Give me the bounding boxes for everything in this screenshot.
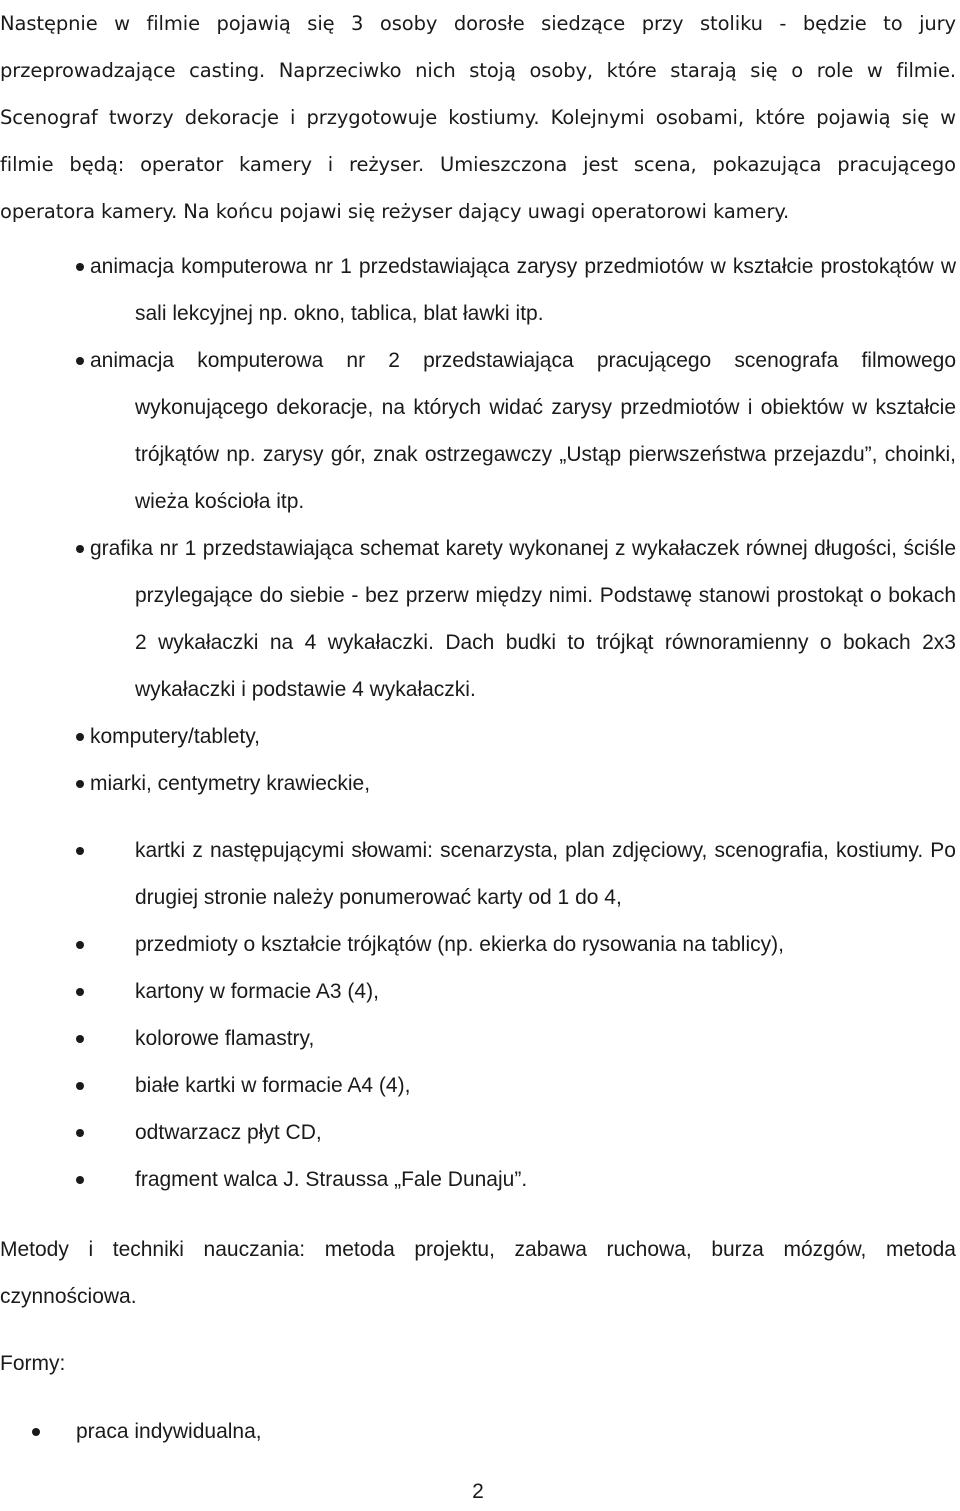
bullet-icon — [76, 1129, 84, 1137]
bullet-icon — [76, 1082, 84, 1090]
list-item-text: kartki z następującymi słowami: scenarzysta, plan zdjęciowy, scenografia, kostiumy. Po drugiej stronie należy ponumerować karty od 1 do 4, — [135, 839, 956, 909]
bullet-icon — [76, 988, 84, 996]
bullet-icon — [32, 1428, 40, 1436]
list-item — [0, 1408, 956, 1455]
bullet-icon — [76, 941, 84, 949]
forms-list — [0, 1408, 956, 1455]
bullet-icon — [76, 545, 84, 553]
list-item-text: fragment walca J. Straussa „Fale Dunaju”. — [135, 1168, 528, 1191]
list-item — [0, 1156, 956, 1203]
list-item-text: animacja komputerowa nr 1 przedstawiająca zarysy przedmiotów w kształcie prostokątów w sali lekcyjnej np. okno, tablica, blat ławki itp. — [90, 255, 956, 325]
forms-heading: Formy: — [0, 1352, 66, 1375]
list-item — [0, 525, 956, 713]
list-item — [0, 713, 956, 760]
list-item-text: przedmioty o kształcie trójkątów (np. ekierka do rysowania na tablicy), — [135, 933, 784, 956]
list-item — [0, 968, 956, 1015]
materials-list-secondary — [0, 827, 956, 1203]
bullet-icon — [76, 780, 84, 788]
list-item — [0, 1109, 956, 1156]
methods-paragraph: Metody i techniki nauczania: metoda projektu, zabawa ruchowa, burza mózgów, metoda czynnościowa. — [0, 1238, 956, 1308]
list-item-text: praca indywidualna, — [76, 1420, 262, 1443]
list-item-text: kartony w formacie A3 (4), — [135, 980, 379, 1003]
list-item — [0, 337, 956, 525]
materials-list-primary — [0, 243, 956, 807]
list-item-text: animacja komputerowa nr 2 przedstawiająca pracującego scenografa filmowego wykonującego dekoracje, na których widać zarysy przedmiotów i obiektów w kształcie trójkątów np. zarysy gór, znak ostrzegawczy „Ustąp pierwszeństwa przejazdu”, choinki, wieża kościoła itp. — [90, 349, 956, 513]
list-item-text: grafika nr 1 przedstawiająca schemat karety wykonanej z wykałaczek równej długości, ściśle przylegające do siebie - bez przerw między nimi. Podstawę stanowi prostokąt o bokach 2 wykałaczki na 4 wykałaczki. Dach budki to trójkąt równoramienny o bokach 2x3 wykałaczki i podstawie 4 wykałaczki. — [90, 537, 956, 701]
list-item-text: miarki, centymetry krawieckie, — [90, 772, 371, 795]
list-item-text: komputery/tablety, — [90, 725, 261, 748]
bullet-icon — [76, 847, 84, 855]
list-item — [0, 1015, 956, 1062]
bullet-icon — [76, 1176, 84, 1184]
list-item — [0, 243, 956, 337]
list-item-text: odtwarzacz płyt CD, — [135, 1121, 322, 1144]
page-number: 2 — [472, 1480, 484, 1503]
list-item — [0, 827, 956, 921]
list-item — [0, 921, 956, 968]
list-item-text: białe kartki w formacie A4 (4), — [135, 1074, 411, 1097]
list-item — [0, 760, 956, 807]
list-item — [0, 1062, 956, 1109]
intro-paragraph: Następnie w filmie pojawią się 3 osoby dorosłe siedzące przy stoliku - będzie to jury przeprowadzające casting. Naprzeciwko nich stoją osoby, które starają się o role w filmie. Scenograf tworzy dekoracje i przygotowuje kostiumy. Kolejnymi osobami, które pojawią się w filmie będą: operator kamery i reżyser. Umieszczona jest scena, pokazująca pracującego operatora kamery. Na końcu pojawi się reżyser dający uwagi operatorowi kamery. — [0, 12, 956, 223]
bullet-icon — [76, 357, 84, 365]
bullet-icon — [76, 263, 84, 271]
bullet-icon — [76, 1035, 84, 1043]
list-item-text: kolorowe flamastry, — [135, 1027, 315, 1050]
bullet-icon — [76, 733, 84, 741]
